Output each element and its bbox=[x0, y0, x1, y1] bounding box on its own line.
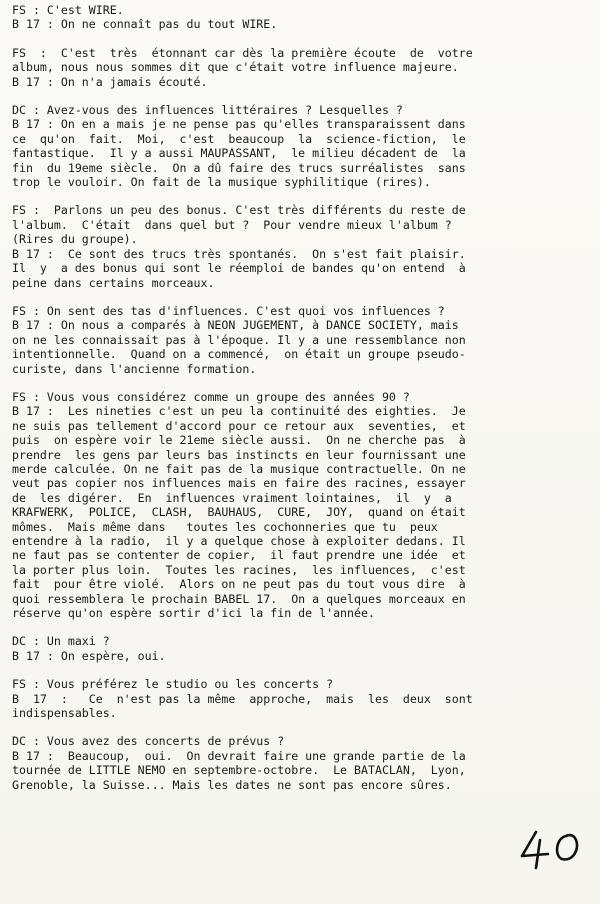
text-line: FS : On sent des tas d'influences. C'est quoi vos influences ? bbox=[12, 303, 445, 318]
text-line: B 17 : On espère, oui. bbox=[12, 648, 166, 663]
text-line: intentionnelle. Quand on a commencé, on était un groupe pseudo- bbox=[12, 347, 466, 362]
text-line: FS : Vous vous considérez comme un groupe des années 90 ? bbox=[12, 389, 410, 404]
qa-block bbox=[12, 677, 572, 720]
text-line: FS : Vous préférez le studio ou les concerts ? bbox=[12, 677, 334, 692]
text-line: B 17 : On ne connaît pas du tout WIRE. bbox=[12, 17, 278, 32]
text-line: l'album. C'était dans quel but ? Pour vendre mieux l'album ? bbox=[12, 217, 452, 232]
text-line: (Rires du groupe). bbox=[12, 232, 138, 247]
qa-block bbox=[12, 203, 572, 289]
text-line: ne faut pas se contenter de copier, il faut prendre une idée et bbox=[12, 548, 466, 563]
text-line: KRAFWERK, POLICE, CLASH, BAUHAUS, CURE, JOY, quand on était bbox=[12, 505, 466, 520]
qa-block bbox=[12, 3, 572, 32]
qa-block bbox=[12, 46, 572, 89]
text-line: FS : Parlons un peu des bonus. C'est très différents du reste de bbox=[12, 203, 466, 218]
text-line: B 17 : On nous a comparés à NEON JUGEMENT, à DANCE SOCIETY, mais bbox=[12, 318, 459, 333]
text-line: trop le vouloir. On fait de la musique syphilitique (rires). bbox=[12, 175, 431, 190]
text-line: B 17 : Beaucoup, oui. On devrait faire une grande partie de la bbox=[12, 748, 466, 763]
text-line: curiste, dans l'ancienne formation. bbox=[12, 361, 257, 376]
text-line: indispensables. bbox=[12, 706, 117, 721]
text-line: puis on espère voir le 21eme siècle aussi. On ne cherche pas à bbox=[12, 433, 466, 448]
text-line: fin du 19eme siècle. On a dû faire des trucs surréalistes sans bbox=[12, 160, 466, 175]
text-line: peine dans certains morceaux. bbox=[12, 275, 215, 290]
text-line: B 17 : On n'a jamais écouté. bbox=[12, 74, 208, 89]
text-line: B 17 : Ce sont des trucs très spontanés. On s'est fait plaisir. bbox=[12, 246, 466, 261]
text-line: merde calculée. On ne fait pas de la musique contractuelle. On ne bbox=[12, 461, 466, 476]
text-line: ne suis pas tellement d'accord pour ce retour aux seventies, et bbox=[12, 418, 466, 433]
text-line: album, nous nous sommes dit que c'était votre influence majeure. bbox=[12, 60, 459, 75]
text-line: fait pour être violé. Alors on ne peut pas du tout vous dire à bbox=[12, 577, 466, 592]
text-line: veut pas copier nos influences mais en faire des racines, essayer bbox=[12, 476, 466, 491]
qa-block bbox=[12, 734, 572, 792]
qa-block bbox=[12, 103, 572, 189]
text-line: fantastique. Il y a aussi MAUPASSANT, le milieu décadent de la bbox=[12, 146, 466, 161]
qa-block bbox=[12, 390, 572, 621]
text-line: B 17 : On en a mais je ne pense pas qu'elles transparaissent dans bbox=[12, 117, 466, 132]
text-line: entendre à la radio, il y a quelque chose à exploiter dedans. Il bbox=[12, 534, 466, 548]
text-line: on ne les connaissait pas à l'époque. Il y a une ressemblance non bbox=[12, 332, 466, 347]
text-line: FS : C'est très étonnant car dès la première écoute de votre bbox=[12, 45, 473, 60]
text-line: prendre les gens par leurs bas instincts en leur fournissant une bbox=[12, 447, 466, 462]
text-line: réserve qu'on espère sortir d'ici la fin de l'année. bbox=[12, 606, 375, 621]
text-line: la porter plus loin. Toutes les racines, les influences, c'est bbox=[12, 562, 466, 577]
text-line: mômes. Mais même dans toutes les cochonneries que tu peux bbox=[12, 519, 438, 534]
text-line: de les digérer. En influences vraiment lointaines, il y a bbox=[12, 490, 452, 505]
text-line: FS : C'est WIRE. bbox=[12, 3, 124, 17]
text-line: B 17 : Ce n'est pas la même approche, mais les deux sont bbox=[12, 691, 473, 706]
text-line: ce qu'on fait. Moi, c'est beaucoup la science-fiction, le bbox=[12, 131, 466, 146]
text-line: DC : Vous avez des concerts de prévus ? bbox=[12, 734, 285, 749]
qa-block bbox=[12, 304, 572, 376]
qa-block bbox=[12, 634, 572, 663]
text-line: DC : Un maxi ? bbox=[12, 634, 110, 649]
text-line: Il y a des bonus qui sont le réemploi de bandes qu'on entend à bbox=[12, 261, 466, 276]
handwritten-page-number-drawing bbox=[518, 826, 588, 870]
handwritten-page-number bbox=[518, 826, 588, 870]
text-line: Grenoble, la Suisse... Mais les dates ne sont pas encore sûres. bbox=[12, 777, 452, 792]
interview-text bbox=[12, 3, 572, 806]
text-line: tournée de LITTLE NEMO en septembre-octobre. Le BATACLAN, Lyon, bbox=[12, 763, 466, 778]
text-line: B 17 : Les nineties c'est un peu la continuité des eighties. Je bbox=[12, 404, 466, 419]
text-line: quoi ressemblera le prochain BABEL 17. On a quelques morceaux en bbox=[12, 591, 466, 606]
text-line: DC : Avez-vous des influences littéraires ? Lesquelles ? bbox=[12, 103, 403, 118]
